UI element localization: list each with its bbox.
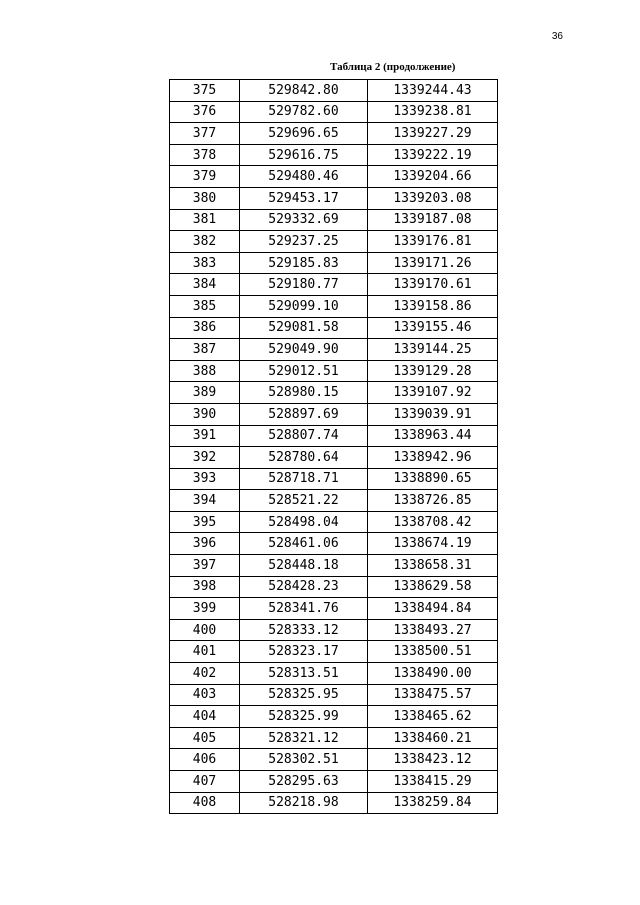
point-number-cell: 386 bbox=[170, 317, 240, 339]
page-number: 36 bbox=[551, 31, 563, 42]
table-row bbox=[170, 80, 498, 102]
x-coordinate-cell: 528980.15 bbox=[240, 382, 368, 404]
table-row bbox=[170, 123, 498, 145]
table-row bbox=[170, 231, 498, 253]
table-caption: Таблица 2 (продолжение) bbox=[330, 61, 456, 73]
table-row bbox=[170, 403, 498, 425]
x-coordinate-cell: 529049.90 bbox=[240, 339, 368, 361]
y-coordinate-cell: 1338493.27 bbox=[368, 619, 498, 641]
point-number-cell: 383 bbox=[170, 252, 240, 274]
x-coordinate-cell: 529099.10 bbox=[240, 295, 368, 317]
table-row bbox=[170, 295, 498, 317]
point-number-cell: 404 bbox=[170, 706, 240, 728]
point-number-cell: 397 bbox=[170, 555, 240, 577]
y-coordinate-cell: 1339222.19 bbox=[368, 144, 498, 166]
y-coordinate-cell: 1339107.92 bbox=[368, 382, 498, 404]
coordinates-table bbox=[169, 79, 498, 814]
point-number-cell: 402 bbox=[170, 663, 240, 685]
x-coordinate-cell: 529616.75 bbox=[240, 144, 368, 166]
y-coordinate-cell: 1339187.08 bbox=[368, 209, 498, 231]
x-coordinate-cell: 529081.58 bbox=[240, 317, 368, 339]
y-coordinate-cell: 1338475.57 bbox=[368, 684, 498, 706]
x-coordinate-cell: 528428.23 bbox=[240, 576, 368, 598]
point-number-cell: 390 bbox=[170, 403, 240, 425]
y-coordinate-cell: 1339203.08 bbox=[368, 187, 498, 209]
table-row bbox=[170, 360, 498, 382]
table-row bbox=[170, 684, 498, 706]
table-row bbox=[170, 511, 498, 533]
point-number-cell: 377 bbox=[170, 123, 240, 145]
x-coordinate-cell: 529480.46 bbox=[240, 166, 368, 188]
y-coordinate-cell: 1338494.84 bbox=[368, 598, 498, 620]
table-row bbox=[170, 576, 498, 598]
point-number-cell: 395 bbox=[170, 511, 240, 533]
y-coordinate-cell: 1339170.61 bbox=[368, 274, 498, 296]
x-coordinate-cell: 528498.04 bbox=[240, 511, 368, 533]
x-coordinate-cell: 528448.18 bbox=[240, 555, 368, 577]
y-coordinate-cell: 1338500.51 bbox=[368, 641, 498, 663]
point-number-cell: 379 bbox=[170, 166, 240, 188]
x-coordinate-cell: 529012.51 bbox=[240, 360, 368, 382]
point-number-cell: 375 bbox=[170, 80, 240, 102]
y-coordinate-cell: 1339176.81 bbox=[368, 231, 498, 253]
table-row bbox=[170, 727, 498, 749]
table-row bbox=[170, 252, 498, 274]
y-coordinate-cell: 1338465.62 bbox=[368, 706, 498, 728]
x-coordinate-cell: 528313.51 bbox=[240, 663, 368, 685]
x-coordinate-cell: 528333.12 bbox=[240, 619, 368, 641]
table-row bbox=[170, 619, 498, 641]
point-number-cell: 392 bbox=[170, 447, 240, 469]
point-number-cell: 396 bbox=[170, 533, 240, 555]
point-number-cell: 408 bbox=[170, 792, 240, 814]
x-coordinate-cell: 528341.76 bbox=[240, 598, 368, 620]
x-coordinate-cell: 529332.69 bbox=[240, 209, 368, 231]
table-row bbox=[170, 317, 498, 339]
point-number-cell: 398 bbox=[170, 576, 240, 598]
x-coordinate-cell: 528461.06 bbox=[240, 533, 368, 555]
table-row bbox=[170, 771, 498, 793]
table-row bbox=[170, 598, 498, 620]
x-coordinate-cell: 529453.17 bbox=[240, 187, 368, 209]
point-number-cell: 401 bbox=[170, 641, 240, 663]
point-number-cell: 387 bbox=[170, 339, 240, 361]
y-coordinate-cell: 1339144.25 bbox=[368, 339, 498, 361]
point-number-cell: 399 bbox=[170, 598, 240, 620]
table-row bbox=[170, 166, 498, 188]
table-row bbox=[170, 533, 498, 555]
x-coordinate-cell: 528325.99 bbox=[240, 706, 368, 728]
x-coordinate-cell: 528897.69 bbox=[240, 403, 368, 425]
x-coordinate-cell: 528295.63 bbox=[240, 771, 368, 793]
point-number-cell: 388 bbox=[170, 360, 240, 382]
table-row bbox=[170, 468, 498, 490]
y-coordinate-cell: 1338963.44 bbox=[368, 425, 498, 447]
table-row bbox=[170, 555, 498, 577]
table-row bbox=[170, 641, 498, 663]
y-coordinate-cell: 1339238.81 bbox=[368, 101, 498, 123]
x-coordinate-cell: 528323.17 bbox=[240, 641, 368, 663]
point-number-cell: 385 bbox=[170, 295, 240, 317]
point-number-cell: 406 bbox=[170, 749, 240, 771]
y-coordinate-cell: 1338423.12 bbox=[368, 749, 498, 771]
y-coordinate-cell: 1339204.66 bbox=[368, 166, 498, 188]
point-number-cell: 403 bbox=[170, 684, 240, 706]
point-number-cell: 376 bbox=[170, 101, 240, 123]
y-coordinate-cell: 1338658.31 bbox=[368, 555, 498, 577]
x-coordinate-cell: 528521.22 bbox=[240, 490, 368, 512]
point-number-cell: 394 bbox=[170, 490, 240, 512]
y-coordinate-cell: 1338629.58 bbox=[368, 576, 498, 598]
table-row bbox=[170, 706, 498, 728]
point-number-cell: 391 bbox=[170, 425, 240, 447]
x-coordinate-cell: 528325.95 bbox=[240, 684, 368, 706]
y-coordinate-cell: 1339129.28 bbox=[368, 360, 498, 382]
point-number-cell: 380 bbox=[170, 187, 240, 209]
table-row bbox=[170, 382, 498, 404]
y-coordinate-cell: 1338890.65 bbox=[368, 468, 498, 490]
x-coordinate-cell: 528321.12 bbox=[240, 727, 368, 749]
table-row bbox=[170, 274, 498, 296]
point-number-cell: 400 bbox=[170, 619, 240, 641]
table-row bbox=[170, 101, 498, 123]
table-row bbox=[170, 663, 498, 685]
y-coordinate-cell: 1338490.00 bbox=[368, 663, 498, 685]
y-coordinate-cell: 1338708.42 bbox=[368, 511, 498, 533]
y-coordinate-cell: 1339155.46 bbox=[368, 317, 498, 339]
point-number-cell: 389 bbox=[170, 382, 240, 404]
y-coordinate-cell: 1339244.43 bbox=[368, 80, 498, 102]
x-coordinate-cell: 528218.98 bbox=[240, 792, 368, 814]
table-row bbox=[170, 447, 498, 469]
x-coordinate-cell: 528302.51 bbox=[240, 749, 368, 771]
coordinates-table-container bbox=[169, 79, 498, 814]
x-coordinate-cell: 529842.80 bbox=[240, 80, 368, 102]
y-coordinate-cell: 1339227.29 bbox=[368, 123, 498, 145]
y-coordinate-cell: 1339171.26 bbox=[368, 252, 498, 274]
x-coordinate-cell: 529185.83 bbox=[240, 252, 368, 274]
y-coordinate-cell: 1339039.91 bbox=[368, 403, 498, 425]
point-number-cell: 393 bbox=[170, 468, 240, 490]
table-row bbox=[170, 749, 498, 771]
coordinates-table-body bbox=[170, 80, 498, 814]
table-row bbox=[170, 339, 498, 361]
table-row bbox=[170, 490, 498, 512]
point-number-cell: 384 bbox=[170, 274, 240, 296]
x-coordinate-cell: 529696.65 bbox=[240, 123, 368, 145]
y-coordinate-cell: 1338726.85 bbox=[368, 490, 498, 512]
point-number-cell: 407 bbox=[170, 771, 240, 793]
table-row bbox=[170, 187, 498, 209]
x-coordinate-cell: 528718.71 bbox=[240, 468, 368, 490]
x-coordinate-cell: 529180.77 bbox=[240, 274, 368, 296]
point-number-cell: 378 bbox=[170, 144, 240, 166]
x-coordinate-cell: 528780.64 bbox=[240, 447, 368, 469]
point-number-cell: 405 bbox=[170, 727, 240, 749]
y-coordinate-cell: 1338259.84 bbox=[368, 792, 498, 814]
x-coordinate-cell: 529237.25 bbox=[240, 231, 368, 253]
table-row bbox=[170, 144, 498, 166]
y-coordinate-cell: 1339158.86 bbox=[368, 295, 498, 317]
table-row bbox=[170, 425, 498, 447]
y-coordinate-cell: 1338942.96 bbox=[368, 447, 498, 469]
x-coordinate-cell: 529782.60 bbox=[240, 101, 368, 123]
point-number-cell: 381 bbox=[170, 209, 240, 231]
y-coordinate-cell: 1338674.19 bbox=[368, 533, 498, 555]
table-row bbox=[170, 792, 498, 814]
point-number-cell: 382 bbox=[170, 231, 240, 253]
y-coordinate-cell: 1338415.29 bbox=[368, 771, 498, 793]
x-coordinate-cell: 528807.74 bbox=[240, 425, 368, 447]
table-row bbox=[170, 209, 498, 231]
y-coordinate-cell: 1338460.21 bbox=[368, 727, 498, 749]
